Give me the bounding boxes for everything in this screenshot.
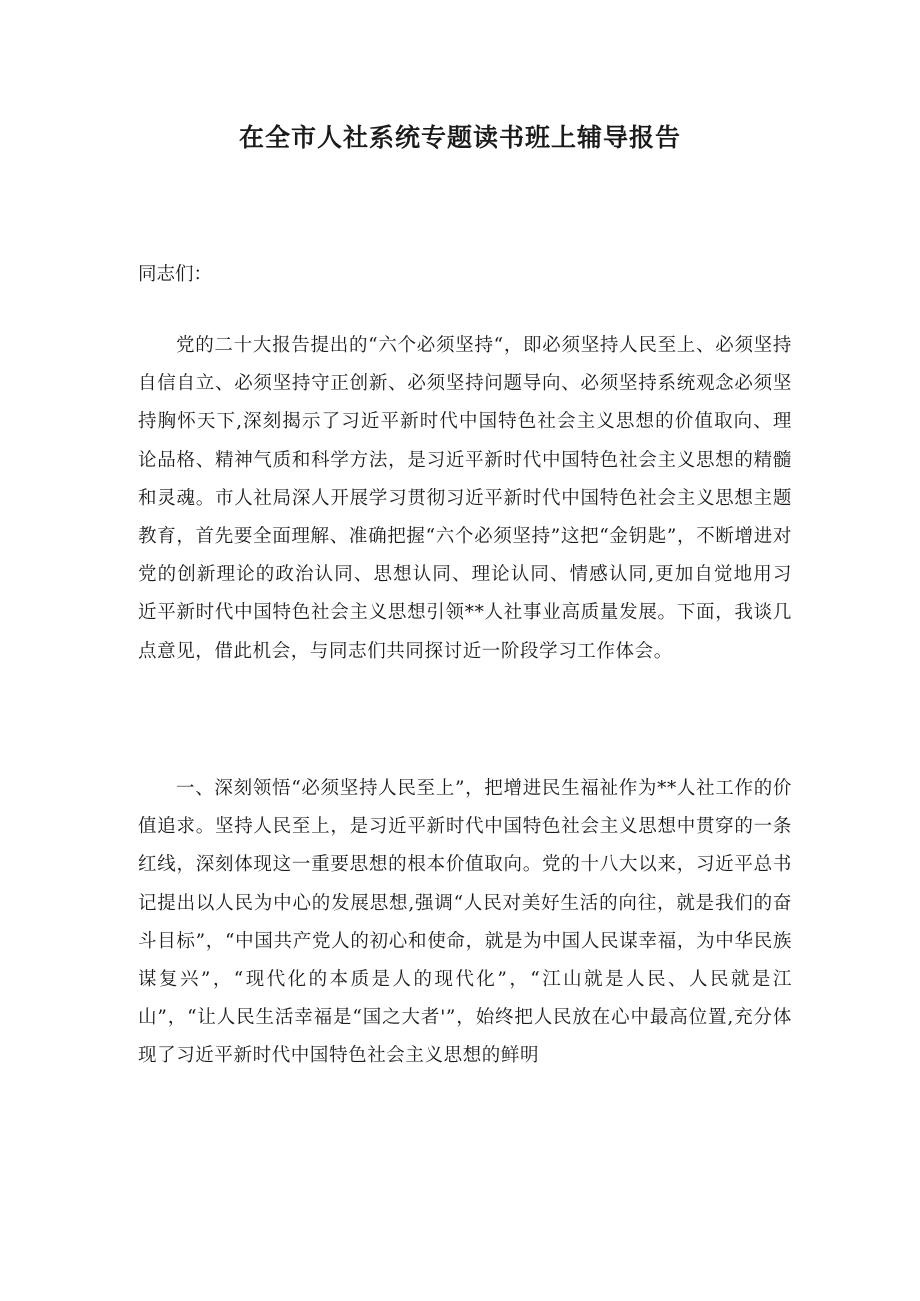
salutation: 同志们： (138, 264, 213, 285)
document-title: 在全市人社系统专题读书班上辅导报告 (238, 123, 681, 152)
paragraph-section-one: 一、深刻领悟“必须坚持人民至上”，把增进民生福祉作为**人社工作的价值追求。坚持人民至上，是习近平新时代中国特色社会主义思想中贯穿的一条红线，深刻体现这一重要思想的根本价值取向。党的十八大以来，习近平总书记提出以人民为中心的发展思想,强调“人民对美好生活的向往，就是我们的奋斗目标”，“中国共产党人的初心和使命，就是为中国人民谋幸福，为中华民族谋复兴”，“现代化的本质是人的现代化”，“江山就是人民、人民就是江山”，“让人民生活幸福是“国之大者'”，始终把人民放在心中最高位置,充分体现了习近平新时代中国特色社会主义思想的鲜明 (138, 778, 792, 1067)
paragraph-intro: 党的二十大报告提出的“六个必须坚持“，即必须坚持人民至上、必须坚持自信自立、必须坚持守正创新、必须坚持问题导向、必须坚持系统观念必须坚持胸怀天下,深刻揭示了习近平新时代中国特色社会主义思想的价值取向、理论品格、精神气质和科学方法，是习近平新时代中国特色社会主义思想的精髓和灵魂。市人社局深人开展学习贯彻习近平新时代中国特色社会主义思想主题教育，首先要全面理解、准确把握“六个必须坚持”这把“金钥匙”，不断增进对党的创新理论的政治认同、思想认同、理论认同、情感认同,更加自觉地用习近平新时代中国特色社会主义思想引领**人社事业高质量发展。下面，我谈几点意见，借此机会，与同志们共同探讨近一阶段学习工作体会。 (138, 335, 792, 662)
